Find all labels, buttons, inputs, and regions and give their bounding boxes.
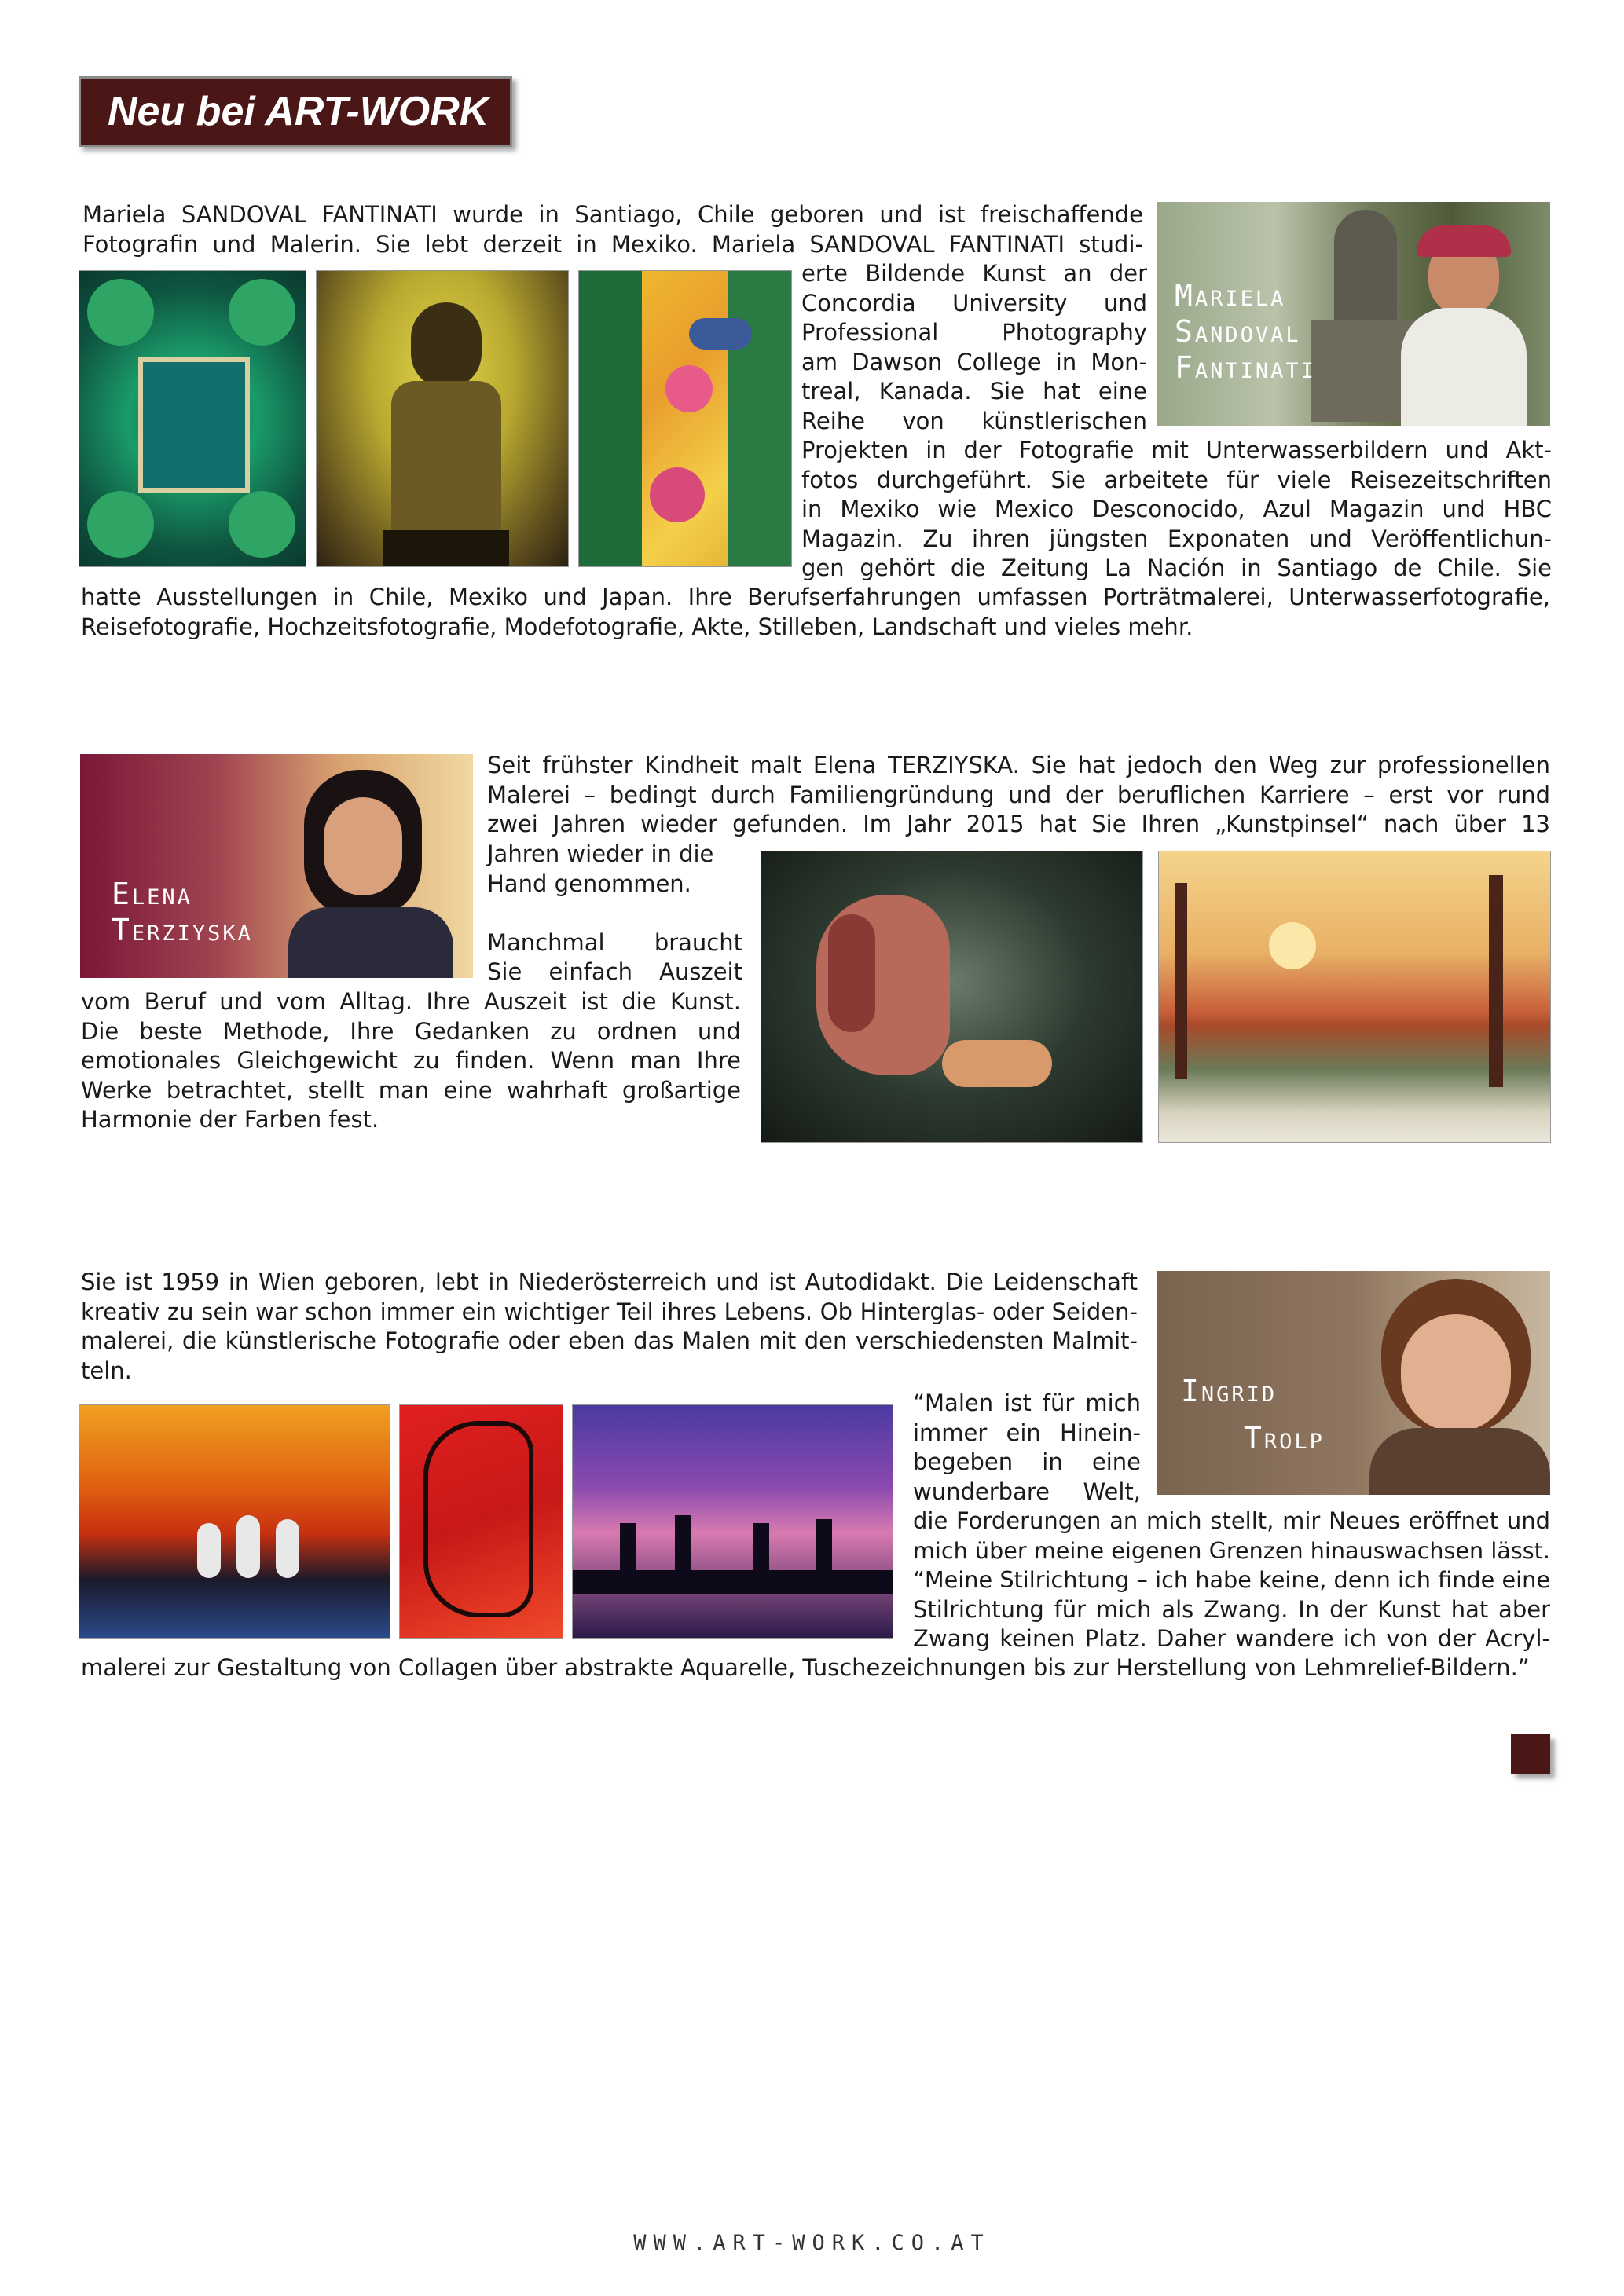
text-line: in Mexiko wie Mexico Desconocido, Azul Magazin und HBC [801, 496, 1552, 522]
text-line: mich über meine eigenen Grenzen hinauswachsen lässt. [913, 1536, 1550, 1564]
artist-name-line: Fantinati [1175, 350, 1316, 385]
artist-bio-mariela-wrap [801, 259, 1147, 436]
text-line: wunderbare Welt, [913, 1478, 1141, 1505]
text-line: Manchmal braucht [487, 928, 742, 956]
artist-portrait-mariela [1157, 202, 1550, 426]
artist-bio-ingrid-right [913, 1507, 1550, 1654]
text-line: Sie einfach Auszeit [487, 958, 742, 985]
text-line: hatte Ausstellungen in Chile, Mexiko und Japan. Ihre Berufserfahrungen umfassen Porträtmalerei, Unterwasserfotografie, [81, 584, 1550, 610]
text-line: Stilrichtung für mich als Zwang. In der Kunst hat aber [913, 1595, 1550, 1623]
text-line: Hand genommen. [487, 870, 691, 897]
text-line: Jahren wieder in die [487, 840, 714, 867]
text-line: Die beste Methode, Ihre Gedanken zu ordnen und [81, 1017, 741, 1045]
artist-bio-ingrid [81, 1268, 1138, 1386]
section-header [79, 76, 512, 147]
text-line: teln. [81, 1357, 132, 1384]
artist-name-line: Elena [112, 877, 192, 911]
text-line: fotos durchgeführt. Sie arbeitete für viele Reisezeitschriften [801, 466, 1552, 493]
text-line: Werke betrachtet, stellt man eine wahrhaft großartige [81, 1076, 741, 1104]
artist-bio-mariela-right [801, 436, 1552, 584]
section-title: Neu bei ART-WORK [108, 89, 489, 134]
artist-bio-mariela [82, 200, 1143, 259]
text-line: zwei Jahren wieder gefunden. Im Jahr 2015 hat Sie Ihren „Kunstpinsel“ nach über 13 [487, 811, 1550, 837]
text-line: erte Bildende Kunst an der [801, 260, 1147, 287]
text-line: am Dawson College in Mon- [801, 348, 1147, 375]
artist-bio-elena [487, 751, 1550, 840]
text-line: Harmonie der Farben fest. [81, 1106, 379, 1133]
artist-name-line: Mariela [1175, 278, 1286, 313]
artist-name-line: Trolp [1244, 1421, 1325, 1456]
artist-bio-mariela-end [81, 583, 1550, 642]
text-line: Mariela SANDOVAL FANTINATI wurde in Santiago, Chile geboren und ist freischaffende [82, 201, 1143, 228]
artwork-red-face [399, 1404, 563, 1639]
artist-bio-elena-wrap [487, 840, 742, 987]
text-line: begeben in eine [913, 1448, 1141, 1475]
text-line: Sie ist 1959 in Wien geboren, lebt in Niederösterreich und ist Autodidakt. Die Leidenschaft [81, 1269, 1138, 1295]
artwork-nude-photo [316, 270, 569, 567]
text-line: Fotografin und Malerin. Sie lebt derzeit in Mexiko. Mariela SANDOVAL FANTINATI studi- [82, 230, 1143, 258]
artist-portrait-ingrid [1157, 1271, 1550, 1495]
artist-portrait-elena [80, 754, 473, 978]
text-line: Projekten in der Fotografie mit Unterwasserbildern und Akt- [801, 437, 1552, 463]
text-line: immer ein Hinein- [913, 1419, 1141, 1446]
text-line: gen gehört die Zeitung La Nación in Santiago de Chile. Sie [801, 555, 1552, 581]
text-line: Malerei – bedingt durch Familiengründung und der beruflichen Karriere – erst vor rund [487, 781, 1550, 808]
text-line: Concordia University und [801, 289, 1147, 317]
artist-bio-elena-left [81, 987, 741, 1135]
text-line: malerei zur Gestaltung von Collagen über abstrakte Aquarelle, Tuschezeichnungen bis zur Herstellung von Lehmrelief-Bildern.” [81, 1654, 1530, 1681]
artwork-monks-bridge [572, 1404, 893, 1639]
artist-name-line: Terziyska [112, 913, 253, 947]
artwork-winter-landscape [1158, 851, 1551, 1143]
text-line: Zwang keinen Platz. Daher wandere ich von der Acryl- [913, 1625, 1550, 1652]
artwork-bird-flowers [578, 270, 792, 567]
artwork-fire-abstract [79, 1404, 390, 1639]
artwork-anatomy-head [761, 851, 1143, 1143]
artist-name-line: Ingrid [1181, 1374, 1278, 1408]
artwork-green-mosaic [79, 270, 306, 567]
artist-name-line: Sandoval [1175, 314, 1301, 349]
text-line: Reisefotografie, Hochzeitsfotografie, Modefotografie, Akte, Stilleben, Landschaft und vieles mehr. [81, 613, 1193, 640]
text-line: “Meine Stilrichtung – ich habe keine, denn ich finde eine [913, 1566, 1550, 1593]
text-line: kreativ zu sein war schon immer ein wichtiger Teil ihres Lebens. Ob Hinterglas- oder Seiden- [81, 1298, 1138, 1325]
text-line: emotionales Gleichgewicht zu finden. Wenn man Ihre [81, 1047, 741, 1074]
text-line: die Forderungen an mich stellt, mir Neues eröffnet und [913, 1507, 1550, 1534]
text-line: vom Beruf und vom Alltag. Ihre Auszeit ist die Kunst. [81, 988, 741, 1015]
text-line: treal, Kanada. Sie hat eine [801, 378, 1147, 405]
end-marker [1511, 1734, 1550, 1774]
artist-bio-ingrid-wrap [913, 1389, 1141, 1507]
text-line: “Malen ist für mich [913, 1390, 1141, 1416]
text-line: Reihe von künstlerischen [801, 407, 1147, 434]
text-line: Seit frühster Kindheit malt Elena TERZIYSKA. Sie hat jedoch den Weg zur professionellen [487, 752, 1550, 778]
artist-bio-ingrid-end [81, 1653, 1550, 1683]
text-line: Magazin. Zu ihren jüngsten Exponaten und Veröffentlichun- [801, 525, 1552, 552]
text-line: Professional Photography [801, 319, 1147, 346]
text-line: malerei, die künstlerische Fotografie oder eben das Malen mit den verschiedensten Malmit- [81, 1327, 1138, 1354]
footer-url: WWW.ART-WORK.CO.AT [633, 2231, 991, 2255]
